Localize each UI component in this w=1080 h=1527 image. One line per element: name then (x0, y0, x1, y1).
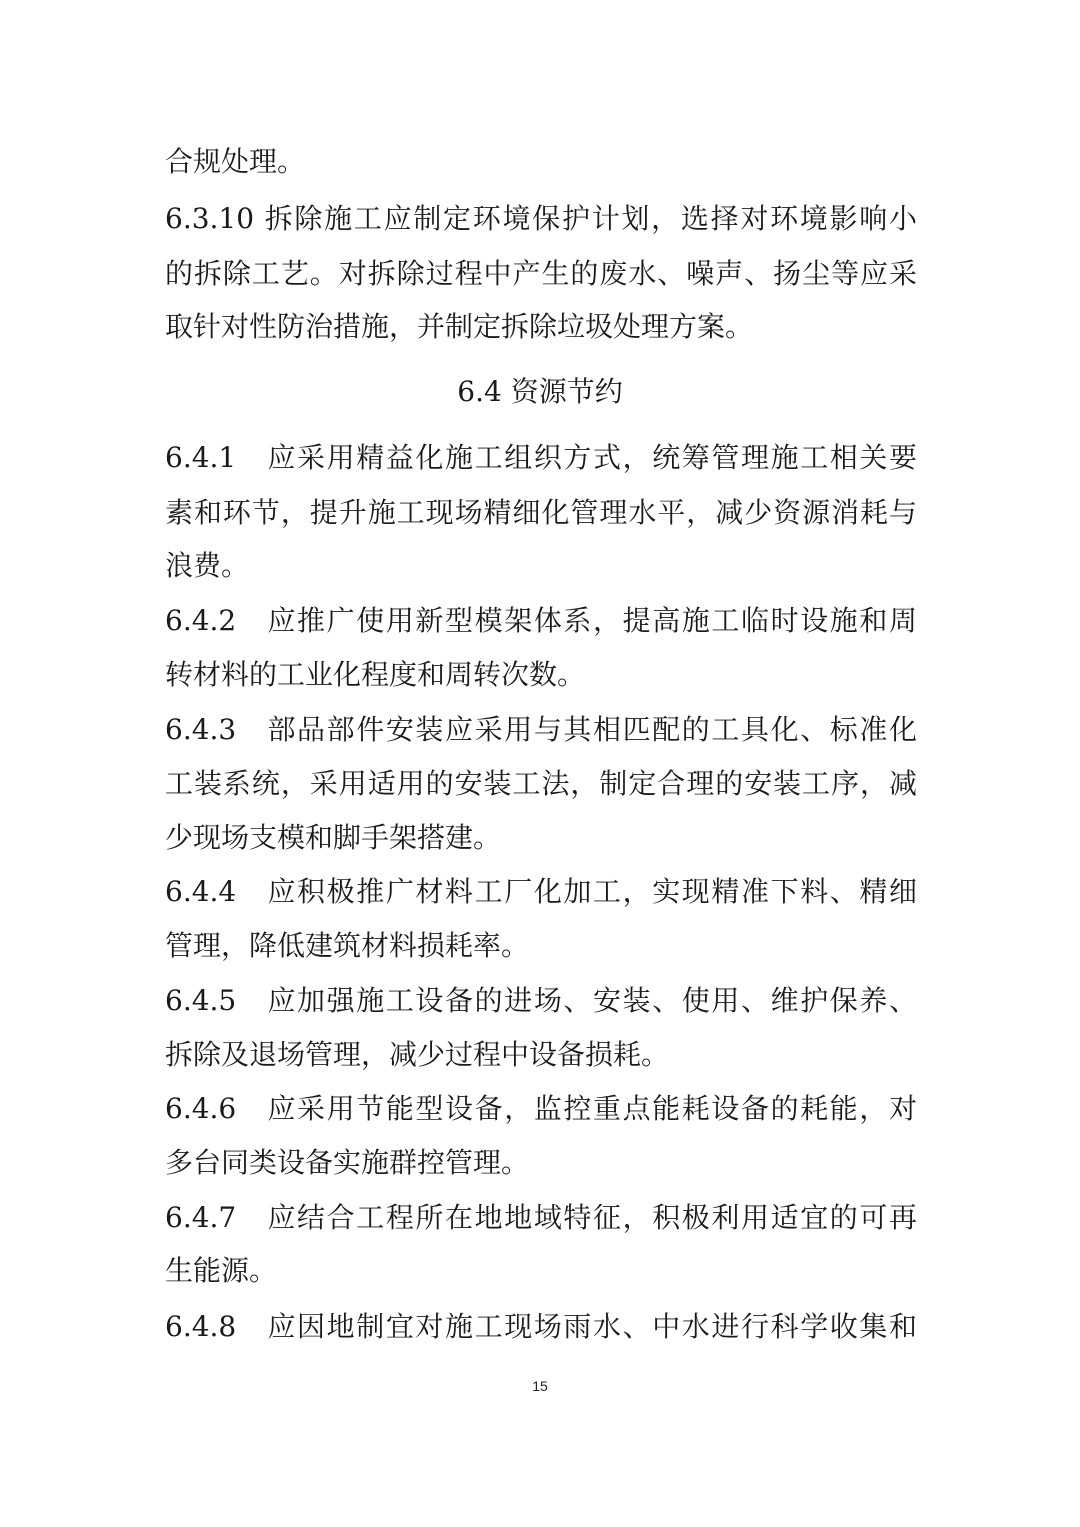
paragraph-line: 拆除及退场管理，减少过程中设备损耗。 (165, 1038, 670, 1071)
paragraph-line: 6.4.8 应因地制宜对施工现场雨水、中水进行科学收集和 (165, 1310, 917, 1343)
paragraph-line: 少现场支模和脚手架搭建。 (165, 821, 502, 854)
paragraph-line: 素和环节，提升施工现场精细化管理水平，减少资源消耗与 (165, 496, 917, 529)
paragraph-line: 转材料的工业化程度和周转次数。 (165, 658, 586, 691)
paragraph-line: 浪费。 (165, 549, 250, 582)
paragraph-line: 合规处理。 (165, 145, 306, 178)
paragraph-line: 6.4.1 应采用精益化施工组织方式，统筹管理施工相关要 (165, 441, 917, 474)
paragraph-line: 的拆除工艺。对拆除过程中产生的废水、噪声、扬尘等应采 (165, 257, 917, 290)
paragraph-line: 工装系统，采用适用的安装工法，制定合理的安装工序，减 (165, 767, 917, 800)
section-heading: 6.4 资源节约 (457, 375, 623, 408)
paragraph-line: 生能源。 (165, 1254, 278, 1287)
paragraph-line: 6.4.3 部品部件安装应采用与其相匹配的工具化、标准化 (165, 713, 917, 746)
paragraph-line: 6.4.6 应采用节能型设备，监控重点能耗设备的耗能，对 (165, 1092, 917, 1125)
paragraph-line: 6.4.7 应结合工程所在地地域特征，积极利用适宜的可再 (165, 1201, 917, 1234)
paragraph-line: 多台同类设备实施群控管理。 (165, 1146, 530, 1179)
paragraph-line: 取针对性防治措施，并制定拆除垃圾处理方案。 (165, 310, 754, 343)
paragraph-line: 6.4.4 应积极推广材料工厂化加工，实现精准下料、精细 (165, 875, 917, 908)
paragraph-line: 管理，降低建筑材料损耗率。 (165, 929, 530, 962)
paragraph-line: 6.4.5 应加强施工设备的进场、安装、使用、维护保养、 (165, 984, 917, 1017)
paragraph-line: 6.4.2 应推广使用新型模架体系，提高施工临时设施和周 (165, 604, 917, 637)
page-number: 15 (532, 1378, 548, 1394)
paragraph-line: 6.3.10 拆除施工应制定环境保护计划，选择对环境影响小 (165, 202, 917, 235)
